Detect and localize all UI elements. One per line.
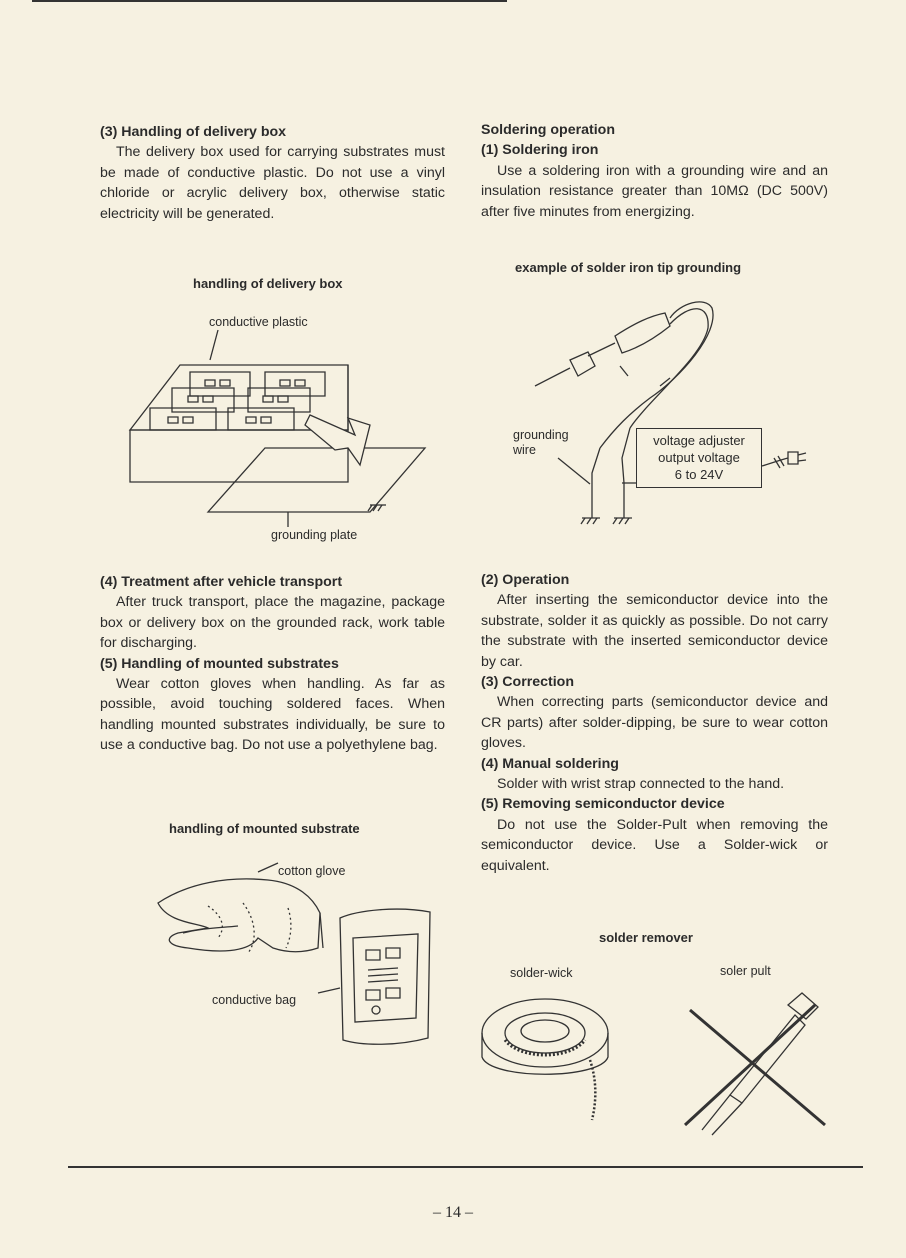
box-line-2: output voltage — [658, 450, 740, 465]
label-cotton-glove: cotton glove — [278, 864, 346, 878]
label-solder-wick: solder-wick — [510, 966, 573, 980]
heading-correction: (3) Correction — [481, 674, 575, 691]
right-column-middle — [481, 570, 828, 876]
text-mounted-substrates: Wear cotton gloves when handling. As far as possible, avoid touching soldered faces. When handling mounted substrates individually, be sure to use a conductive bag. Do not use a polyethylene bag. — [100, 676, 445, 754]
page-number: – 14 – — [433, 1204, 473, 1221]
heading-removing-device: (5) Removing semiconductor device — [481, 796, 725, 813]
box-line-3: 6 to 24V — [674, 467, 724, 482]
solder-remover-illustration — [480, 985, 830, 1135]
text-removing-device: Do not use the Solder-Pult when removing the semiconductor device. Use a Solder-wick or equivalent. — [481, 816, 828, 874]
bottom-rule — [68, 1166, 863, 1168]
label-grounding-wire: grounding wire — [513, 428, 569, 457]
caption-mounted-substrate: handling of mounted substrate — [169, 821, 360, 836]
text-vehicle-transport: After truck transport, place the magazine, package box or delivery box on the grounded rack, work table for discharging. — [100, 594, 445, 652]
label-soler-pult: soler pult — [720, 964, 771, 978]
caption-solder-remover: solder remover — [599, 930, 693, 945]
text-operation: After inserting the semiconductor device into the substrate, solder it as quickly as possible. Do not carry the substrate with the inserted semiconductor device by car. — [481, 592, 828, 670]
heading-manual-soldering: (4) Manual soldering — [481, 755, 619, 772]
left-column-top — [100, 122, 445, 224]
label-conductive-bag: conductive bag — [212, 993, 297, 1007]
heading-delivery-box: (3) Handling of delivery box — [100, 124, 287, 140]
heading-vehicle-transport: (4) Treatment after vehicle transport — [100, 574, 343, 590]
text-manual-soldering: Solder with wrist strap connected to the hand. — [497, 776, 785, 793]
delivery-box-illustration — [120, 330, 410, 530]
text-correction: When correcting parts (semiconductor device and CR parts) after solder-dipping, be sure to wear cotton gloves. — [481, 694, 828, 752]
label-grounding-plate: grounding plate — [271, 528, 358, 542]
title-soldering-operation: Soldering operation — [481, 122, 615, 138]
box-line-1: voltage adjuster — [653, 433, 745, 448]
heading-mounted-substrates: (5) Handling of mounted substrates — [100, 655, 339, 672]
glove-bag-illustration — [148, 868, 438, 1048]
heading-operation: (2) Operation — [481, 572, 570, 588]
soldering-iron-illustration — [530, 298, 820, 523]
caption-delivery-box: handling of delivery box — [193, 276, 343, 291]
right-column-top — [481, 120, 828, 222]
voltage-adjuster-box — [636, 428, 762, 488]
left-column-middle — [100, 572, 445, 756]
heading-soldering-iron: (1) Soldering iron — [481, 142, 599, 159]
top-rule — [32, 0, 507, 2]
label-conductive-plastic: conductive plastic — [209, 315, 308, 329]
caption-iron-grounding: example of solder iron tip grounding — [515, 260, 742, 275]
text-delivery-box: The delivery box used for carrying substrates must be made of conductive plastic. Do not use a vinyl chloride or acrylic delivery box, otherwise static electricity will be generated. — [100, 144, 445, 222]
text-soldering-iron: Use a soldering iron with a grounding wire and an insulation resistance greater than 10MΩ (DC 500V) after five minutes from energizing. — [481, 162, 828, 220]
